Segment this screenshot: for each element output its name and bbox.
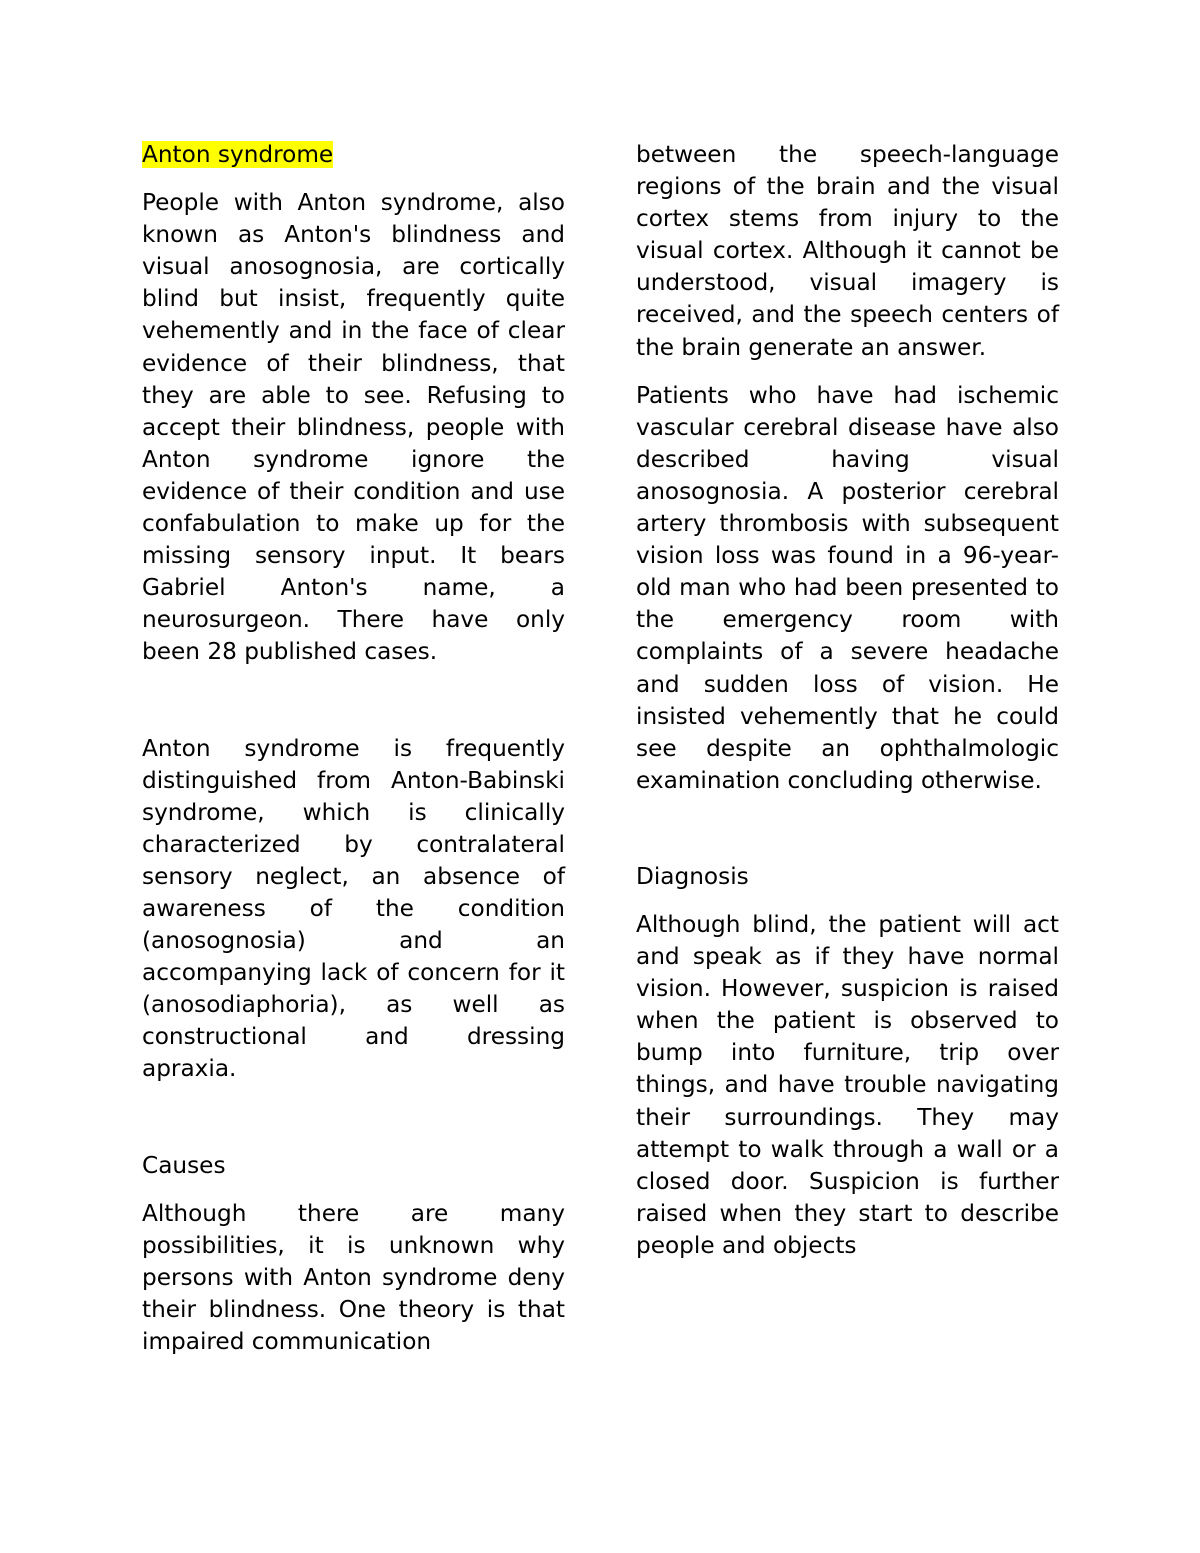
right-column bbox=[636, 139, 1059, 1262]
diagnosis-paragraph: Although blind, the patient will act and speak as if they have normal vision. However, suspicion is raised when the patient is observed to bump into furniture, trip over things, and have trouble navigating their surroundings. They may attempt to walk through a wall or a closed door. Suspicion is further raised when they start to describe people and objects bbox=[636, 910, 1059, 1259]
title-highlight: Anton syndrome bbox=[142, 141, 334, 168]
intro-paragraph: People with Anton syndrome, also known as Anton's blindness and visual anosognosia, are cortically blind but insist, frequently quite vehemently and in the face of clear evidence of their blindness, that they are able to see. Refusing to accept their blindness, people with Anton syndrome ignore the evidence of their condition and use confabulation to make up for the missing sensory input. It bears Gabriel Anton's name, a neurosurgeon. There have only been 28 published cases. bbox=[142, 189, 565, 666]
left-column bbox=[142, 139, 565, 1358]
causes-paragraph: Although there are many possibilities, it is unknown why persons with Anton syndrome deny their blindness. One theory is that impaired communication bbox=[142, 1199, 565, 1355]
causes-continued-paragraph: between the speech-language regions of the brain and the visual cortex stems from injury to the visual cortex. Although it cannot be understood, visual imagery is received, and the speech centers of the brain generate an answer. bbox=[636, 141, 1059, 361]
ischemic-paragraph: Patients who have had ischemic vascular cerebral disease have also described having visual anosognosia. A posterior cerebral artery thrombosis with subsequent vision loss was found in a 96-year-old man who had been presented to the emergency room with complaints of a severe headache and sudden loss of vision. He insisted vehemently that he could see despite an ophthalmologic examination concluding otherwise. bbox=[636, 381, 1059, 794]
distinction-paragraph: Anton syndrome is frequently distinguished from Anton-Babinski syndrome, which is clinically characterized by contralateral sensory neglect, an absence of awareness of the condition (anosognosia) and an accompanying lack of concern for it (anosodiaphoria), as well as constructional and dressing apraxia. bbox=[142, 734, 565, 1083]
diagnosis-heading: Diagnosis bbox=[636, 862, 749, 890]
causes-heading: Causes bbox=[142, 1151, 226, 1179]
document-title bbox=[142, 139, 565, 171]
